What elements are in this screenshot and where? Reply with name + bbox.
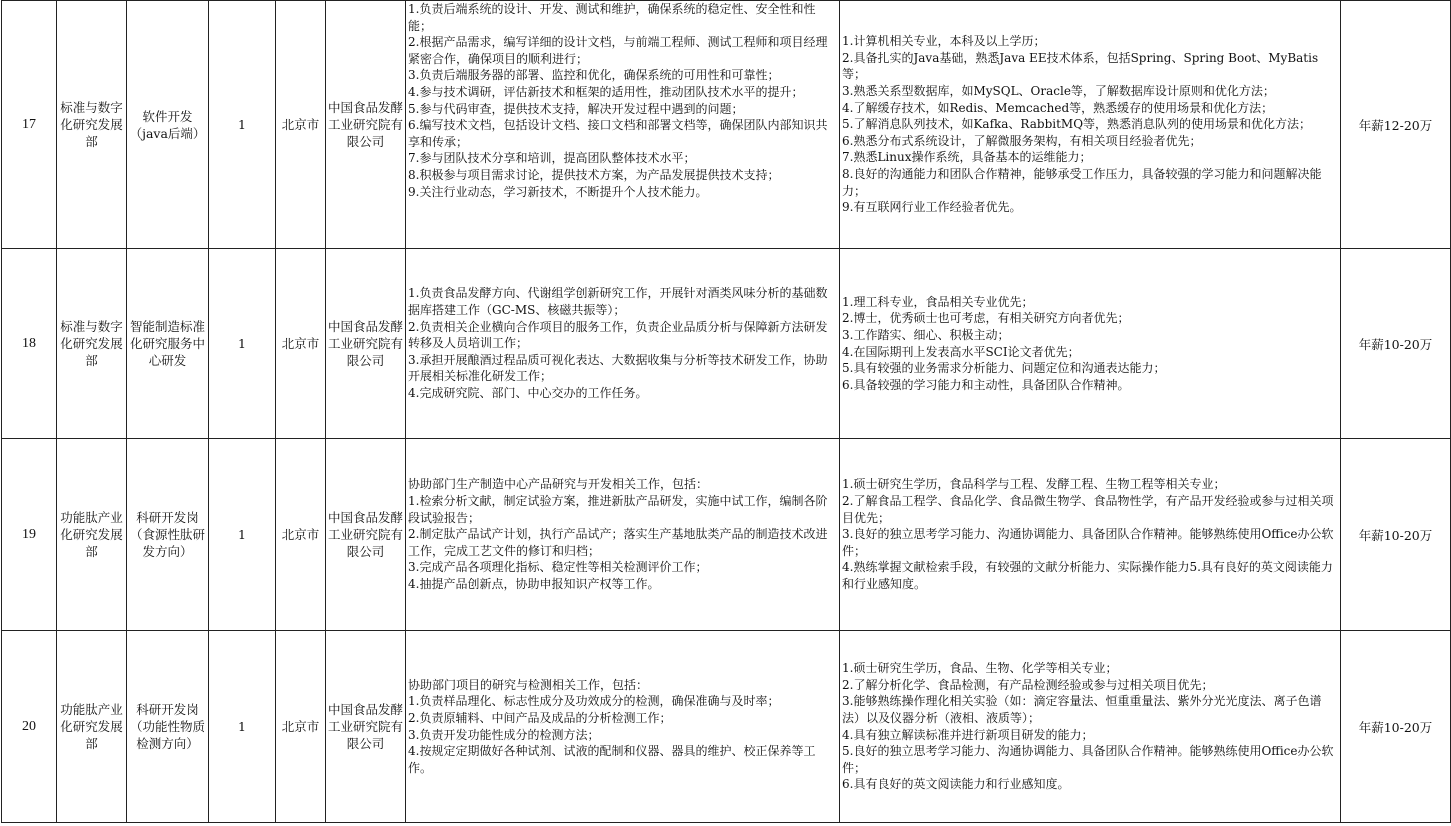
duty-item: 2.制定肽产品试产计划，执行产品试产；落实生产基地肽类产品的制造技术改进工作，完成工艺文件的修订和归档；	[408, 527, 828, 558]
duty-item: 8.积极参与项目需求讨论，提供技术方案，为产品发展提供技术支持；	[408, 167, 780, 182]
requirement-item: 1.理工科专业，食品相关专业优先；	[842, 294, 1034, 309]
duties-cell	[406, 631, 840, 823]
duty-item: 3.负责开发功能性成分的检测方法；	[408, 727, 600, 742]
requirement-item: 6.具有良好的英文阅读能力和行业感知度。	[842, 777, 1070, 792]
duty-item: 7.参与团队技术分享和培训，提高团队整体技术水平；	[408, 151, 696, 166]
requirement-item: 1.硕士研究生学历，食品科学与工程、发酵工程、生物工程等相关专业；	[842, 477, 1226, 492]
requirement-item: 9.有互联网行业工作经验者优先。	[842, 200, 1022, 215]
duty-item: 1.检索分析文献，制定试验方案，推进新肽产品研发，实施中试工作，编制各阶段试验报告；	[408, 494, 828, 525]
requirement-item: 3.工作踏实、细心、积极主动；	[842, 327, 1010, 342]
position-cell: 软件开发（java后端）	[127, 1, 209, 249]
requirement-item: 2.了解分析化学、食品检测，有产品检测经验或参与过相关项目优先；	[842, 677, 1214, 692]
duty-item: 协助部门生产制造中心产品研究与开发相关工作，包括：	[408, 477, 709, 492]
requirement-item: 4.具有独立解读标准并进行新项目研发的能力；	[842, 727, 1094, 742]
duty-item: 4.参与技术调研，评估新技术和框架的适用性，推动团队技术水平的提升；	[408, 84, 804, 99]
requirement-item: 3.良好的独立思考学习能力、沟通协调能力、具备团队合作精神。能够熟练使用Office办公软件；	[842, 527, 1334, 558]
position-cell: 科研开发岗（食源性肽研发方向）	[127, 439, 209, 631]
salary-cell: 年薪12-20万	[1341, 1, 1451, 249]
headcount-cell: 1	[209, 439, 276, 631]
company-cell: 中国食品发酵工业研究院有限公司	[326, 1, 406, 249]
department-cell: 功能肽产业化研究发展部	[57, 631, 127, 823]
row-number: 17	[2, 1, 57, 249]
job-listing-table	[1, 0, 1451, 823]
requirement-item: 1.计算机相关专业，本科及以上学历；	[842, 34, 1046, 49]
duty-item: 5.参与代码审查，提供技术支持，解决开发过程中遇到的问题；	[408, 101, 744, 116]
department-cell: 标准与数字化研究发展部	[57, 249, 127, 439]
requirement-item: 4.在国际期刊上发表高水平SCI论文者优先；	[842, 344, 1080, 359]
duty-item: 3.承担开展酿酒过程品质可视化表达、大数据收集与分析等技术研发工作，协助开展相关标准化研发工作；	[408, 352, 828, 384]
company-cell: 中国食品发酵工业研究院有限公司	[326, 249, 406, 439]
table-row	[2, 1, 1451, 249]
table-row	[2, 439, 1451, 631]
requirements-cell	[840, 1, 1341, 249]
headcount-cell: 1	[209, 249, 276, 439]
position-cell: 科研开发岗（功能性物质检测方向）	[127, 631, 209, 823]
requirement-item: 4.熟练掌握文献检索手段，有较强的文献分析能力、实际操作能力5.具有良好的英文阅读能力和行业感知度。	[842, 560, 1333, 591]
department-cell: 标准与数字化研究发展部	[57, 1, 127, 249]
duty-item: 1.负责食品发酵方向、代谢组学创新研究工作，开展针对酒类风味分析的基础数据库搭建工作（GC-MS、核磁共振等）；	[408, 286, 828, 318]
company-cell: 中国食品发酵工业研究院有限公司	[326, 631, 406, 823]
headcount-cell: 1	[209, 631, 276, 823]
duty-item: 协助部门项目的研究与检测相关工作，包括：	[408, 677, 649, 692]
requirement-item: 3.熟悉关系型数据库，如MySQL、Oracle等，了解数据库设计原则和优化方法；	[842, 84, 1275, 99]
row-number: 19	[2, 439, 57, 631]
requirement-item: 2.具备扎实的Java基础，熟悉Java EE技术体系，包括Spring、Spring Boot、MyBatis等；	[842, 50, 1319, 82]
requirement-item: 7.熟悉Linux操作系统，具备基本的运维能力；	[842, 150, 1092, 165]
requirements-cell	[840, 249, 1341, 439]
table-row	[2, 631, 1451, 823]
requirement-item: 2.了解食品工程学、食品化学、食品微生物学、食品物性学，有产品开发经验或参与过相关项目优先；	[842, 494, 1334, 525]
duty-item: 2.负责原辅料、中间产品及成品的分析检测工作；	[408, 710, 672, 725]
row-number: 18	[2, 249, 57, 439]
location-cell: 北京市	[276, 1, 326, 249]
headcount-cell: 1	[209, 1, 276, 249]
salary-cell: 年薪10-20万	[1341, 439, 1451, 631]
requirements-cell	[840, 631, 1341, 823]
duty-item: 3.负责后端服务器的部署、监控和优化，确保系统的可用性和可靠性；	[408, 68, 780, 83]
duty-item: 4.按规定定期做好各种试剂、试液的配制和仪器、器具的维护、校正保养等工作。	[408, 744, 816, 775]
requirement-item: 5.了解消息队列技术，如Kafka、RabbitMQ等，熟悉消息队列的使用场景和优化方法；	[842, 117, 1312, 132]
salary-cell: 年薪10-20万	[1341, 249, 1451, 439]
row-number: 20	[2, 631, 57, 823]
duties-cell	[406, 1, 840, 249]
location-cell: 北京市	[276, 631, 326, 823]
duty-item: 1.负责后端系统的设计、开发、测试和维护，确保系统的稳定性、安全性和性能；	[408, 2, 816, 33]
location-cell: 北京市	[276, 249, 326, 439]
requirement-item: 8.良好的沟通能力和团队合作精神，能够承受工作压力，具备较强的学习能力和问题解决能力；	[842, 166, 1322, 198]
duty-item: 4.抽提产品创新点，协助申报知识产权等工作。	[408, 576, 660, 591]
duty-item: 1.负责样品理化、标志性成分及功效成分的检测，确保准确与及时率；	[408, 694, 780, 709]
requirement-item: 5.具有较强的业务需求分析能力、问题定位和沟通表达能力；	[842, 361, 1166, 376]
requirement-item: 1.硕士研究生学历，食品、生物、化学等相关专业；	[842, 661, 1118, 676]
duties-cell	[406, 439, 840, 631]
duty-item: 2.根据产品需求，编写详细的设计文档，与前端工程师、测试工程师和项目经理紧密合作，确保项目的顺利进行；	[408, 35, 828, 66]
duty-item: 4.完成研究院、部门、中心交办的工作任务。	[408, 385, 648, 400]
requirements-cell	[840, 439, 1341, 631]
requirement-item: 2.博士，优秀硕士也可考虑，有相关研究方向者优先；	[842, 311, 1130, 326]
duty-item: 6.编写技术文档，包括设计文档、接口文档和部署文档等，确保团队内部知识共享和传承；	[408, 118, 828, 149]
position-cell: 智能制造标准化研究服务中心研发	[127, 249, 209, 439]
requirement-item: 5.良好的独立思考学习能力、沟通协调能力、具备团队合作精神。能够熟练使用Office办公软件；	[842, 744, 1334, 775]
requirement-item: 3.能够熟练操作理化相关实验（如：滴定容量法、恒重重量法、紫外分光光度法、离子色谱法）以及仪器分析（液相、液质等）；	[842, 694, 1322, 725]
duty-item: 3.完成产品各项理化指标、稳定性等相关检测评价工作；	[408, 560, 708, 575]
requirement-item: 4.了解缓存技术，如Redis、Memcached等，熟悉缓存的使用场景和优化方法；	[842, 100, 1274, 115]
duties-cell	[406, 249, 840, 439]
duty-item: 2.负责相关企业横向合作项目的服务工作，负责企业品质分析与保障新方法研发转移及人员培训工作；	[408, 319, 828, 351]
table-row	[2, 249, 1451, 439]
requirement-item: 6.具备较强的学习能力和主动性，具备团队合作精神。	[842, 377, 1130, 392]
department-cell: 功能肽产业化研究发展部	[57, 439, 127, 631]
duty-item: 9.关注行业动态，学习新技术，不断提升个人技术能力。	[408, 184, 708, 199]
salary-cell: 年薪10-20万	[1341, 631, 1451, 823]
requirement-item: 6.熟悉分布式系统设计，了解微服务架构，有相关项目经验者优先；	[842, 133, 1202, 148]
location-cell: 北京市	[276, 439, 326, 631]
company-cell: 中国食品发酵工业研究院有限公司	[326, 439, 406, 631]
